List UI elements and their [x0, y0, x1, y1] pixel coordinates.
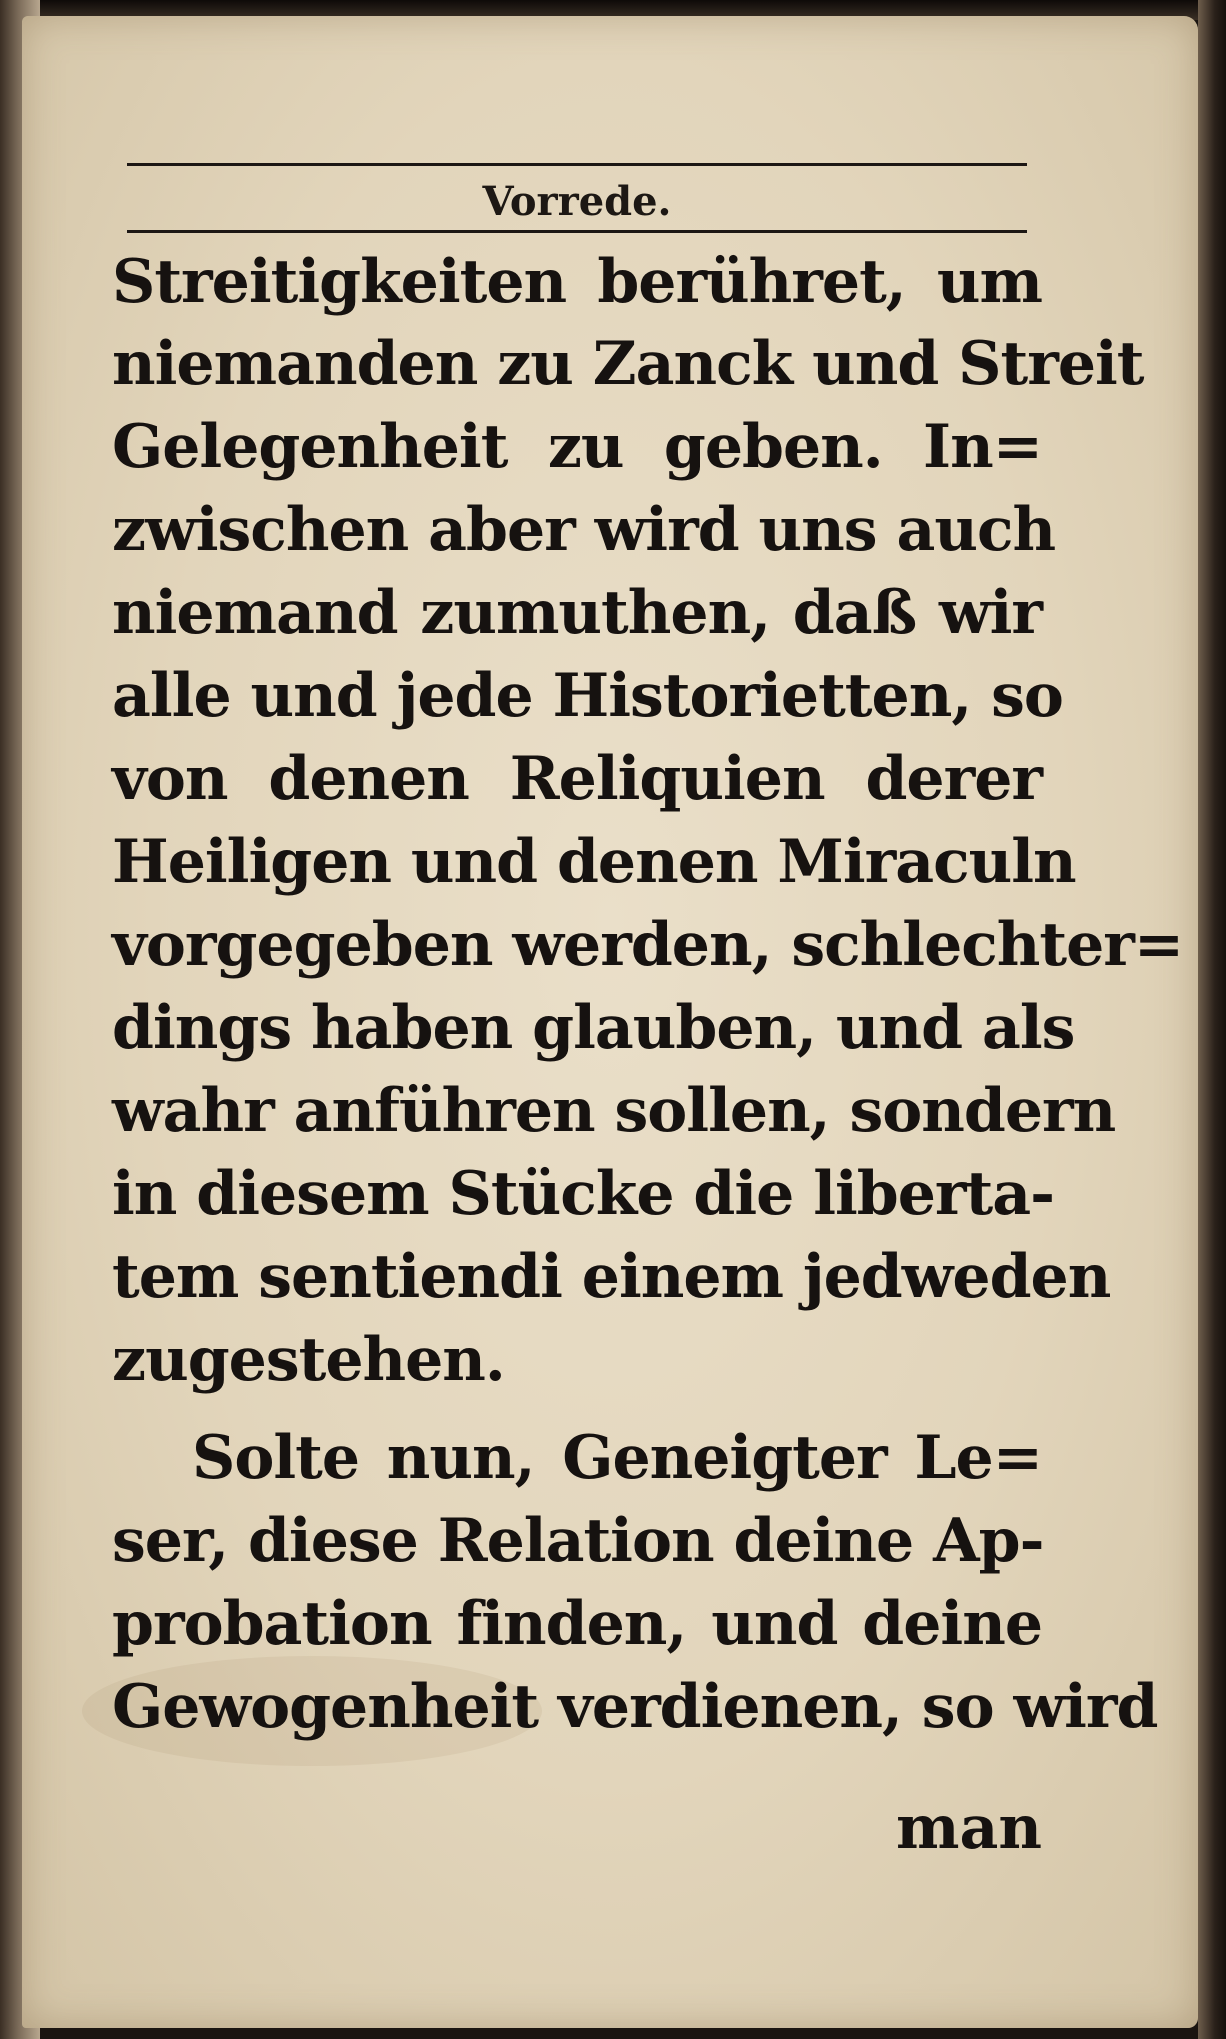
- book-fore-edge: [1198, 0, 1226, 2039]
- text-line: ser, diese Relation deine Ap-: [112, 1506, 1044, 1576]
- header-rule-bottom: [127, 230, 1027, 233]
- running-title: Vorrede.: [482, 178, 672, 225]
- text-line: zwischen aber wird uns auch: [112, 495, 1056, 565]
- header-rule-top: [127, 163, 1027, 166]
- text-line: in diesem Stücke die liberta-: [112, 1159, 1055, 1229]
- text-line: Solte nun, Geneigter Le=: [192, 1423, 1042, 1493]
- text-line: dings haben glauben, und als: [112, 993, 1075, 1063]
- text-line: Gewogenheit verdienen, so wird: [112, 1672, 1158, 1742]
- text-line: niemanden zu Zanck und Streit: [112, 329, 1144, 399]
- text-line: alle und jede Historietten, so: [112, 661, 1063, 731]
- text-line: Heiligen und denen Miraculn: [112, 827, 1076, 897]
- text-line: von denen Reliquien derer: [112, 744, 1042, 814]
- text-line: niemand zumuthen, daß wir: [112, 578, 1042, 648]
- text-line: Streitigkeiten berühret, um: [112, 247, 1042, 317]
- text-line: vorgegeben werden, schlechter=: [112, 910, 1184, 980]
- page-paper: [22, 16, 1198, 2028]
- catchword: man: [896, 1793, 1042, 1863]
- text-line: wahr anführen sollen, sondern: [112, 1076, 1116, 1146]
- text-line: Gelegenheit zu geben. In=: [112, 412, 1042, 482]
- text-line: zugestehen.: [112, 1325, 505, 1395]
- text-line: probation finden, und deine: [112, 1589, 1042, 1659]
- text-line: tem sentiendi einem jedweden: [112, 1242, 1111, 1312]
